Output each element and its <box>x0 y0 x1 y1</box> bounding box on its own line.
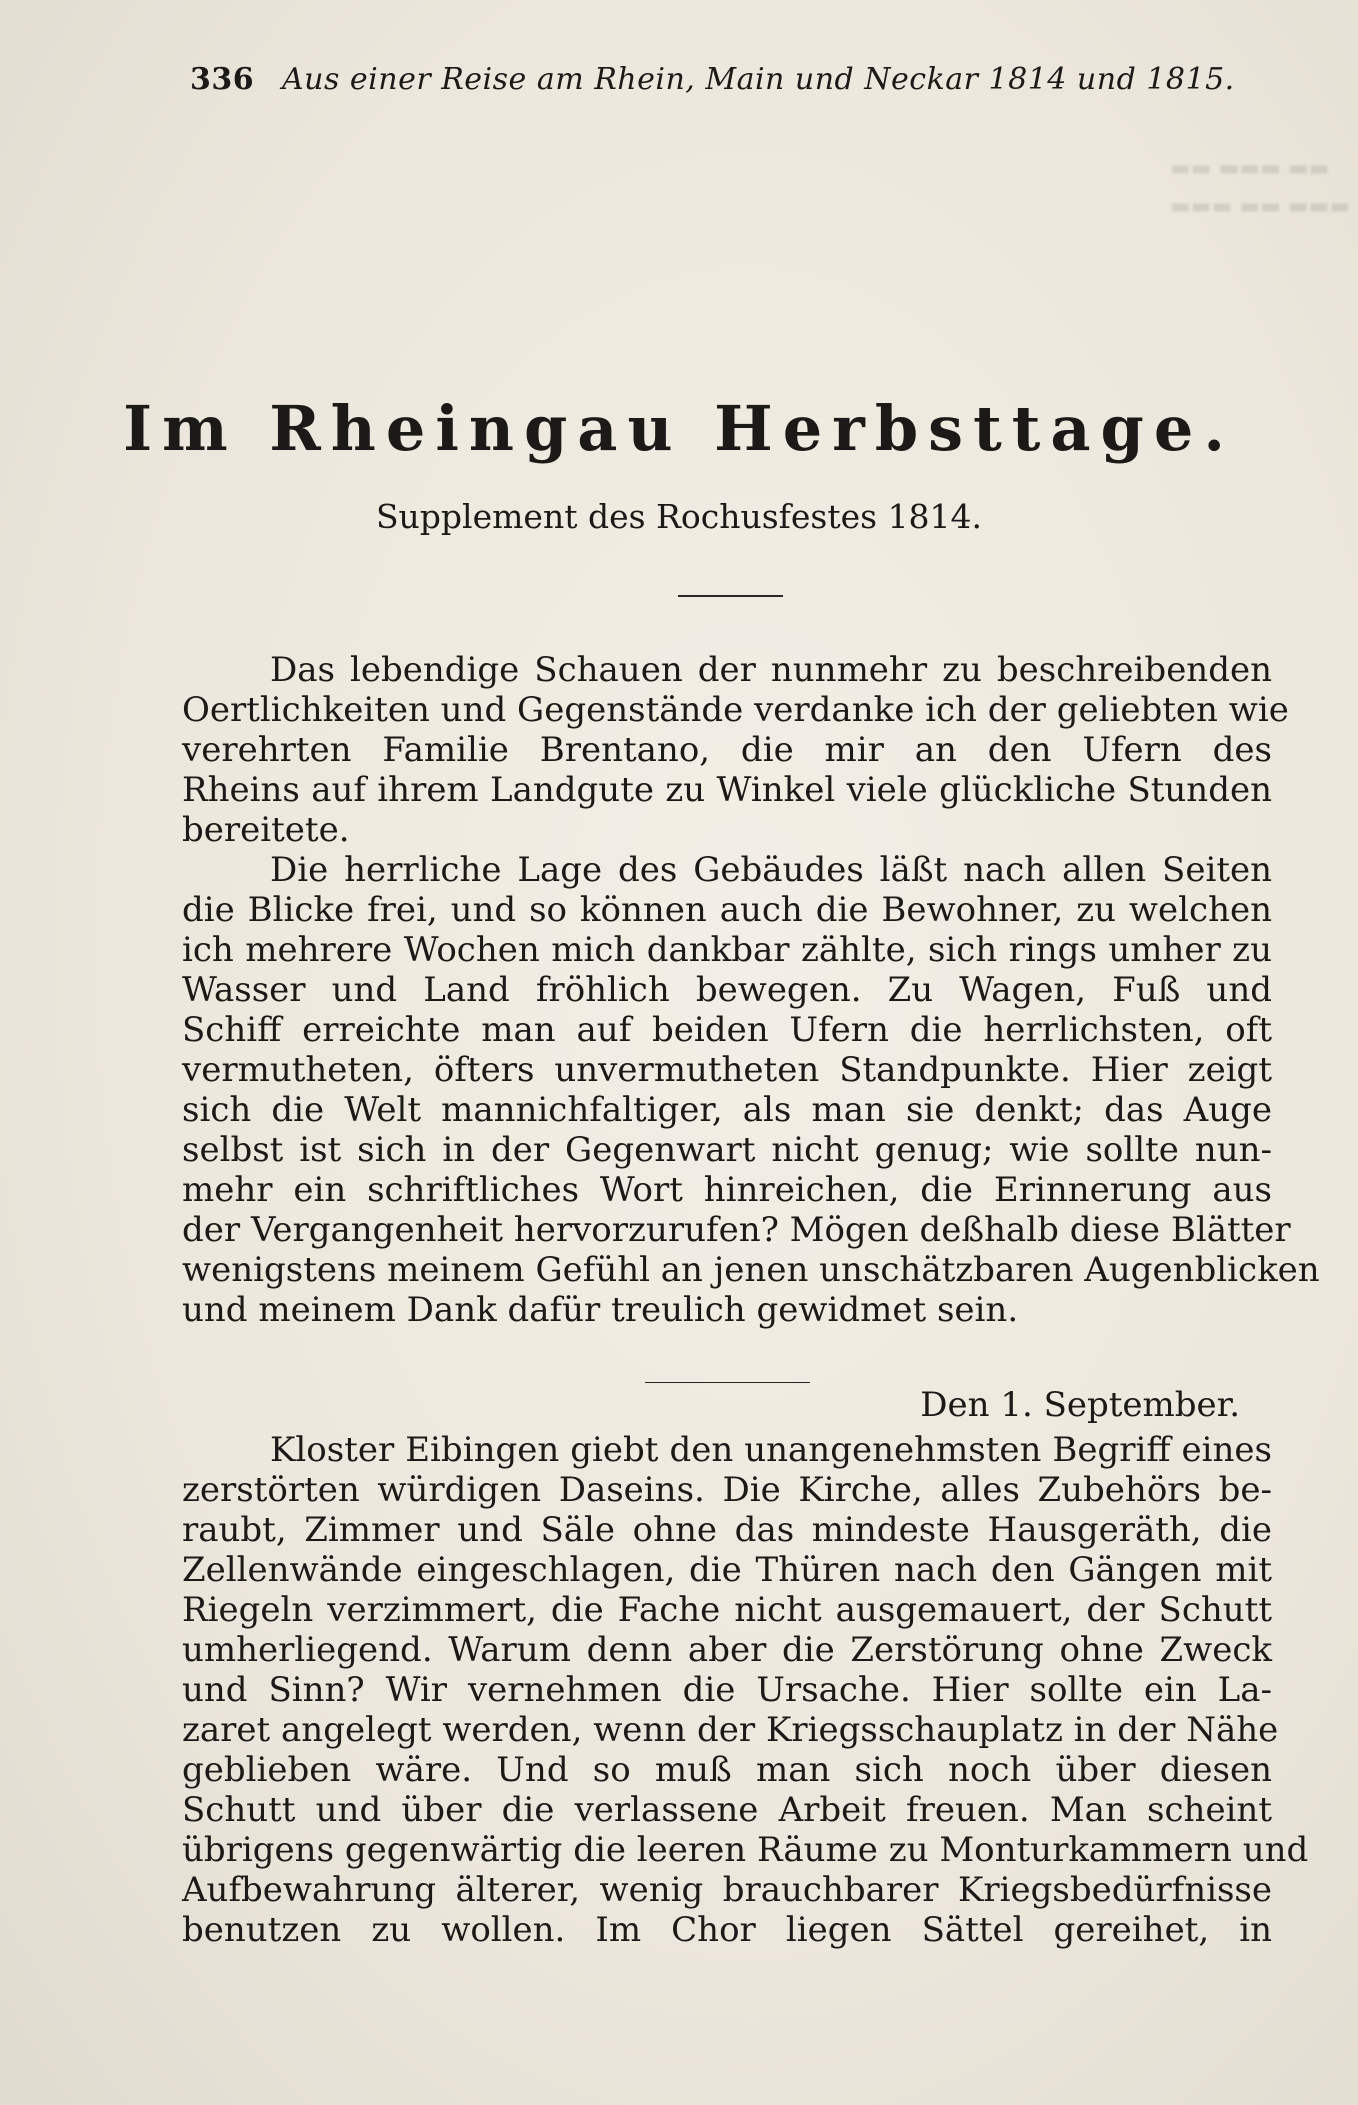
text-line: Schutt und über die verlassene Arbeit freuen. Man scheint <box>182 1790 1272 1830</box>
chapter-title: Im Rheingau Herbsttage. <box>123 392 1235 465</box>
text-line: übrigens gegenwärtig die leeren Räume zu Monturkammern und <box>182 1830 1309 1870</box>
text-line: Das lebendige Schauen der nunmehr zu beschreibenden <box>270 650 1272 690</box>
text-line: Oertlichkeiten und Gegenstände verdanke ich der geliebten wie <box>182 690 1289 730</box>
text-line: Zellenwände eingeschlagen, die Thüren nach den Gängen mit <box>182 1550 1272 1590</box>
text-line: und meinem Dank dafür treulich gewidmet sein. <box>182 1290 1019 1330</box>
text-line: Schiff erreichte man auf beiden Ufern die herrlichsten, oft <box>182 1010 1272 1050</box>
text-line: zerstörten würdigen Daseins. Die Kirche, alles Zubehörs be- <box>182 1470 1272 1510</box>
text-line: geblieben wäre. Und so muß man sich noch über diesen <box>182 1750 1272 1790</box>
text-line: die Blicke frei, und so können auch die Bewohner, zu welchen <box>182 890 1272 930</box>
text-line: verehrten Familie Brentano, die mir an den Ufern des <box>182 730 1272 770</box>
text-line: mehr ein schriftliches Wort hinreichen, die Erinnerung aus <box>182 1170 1272 1210</box>
text-line: zaret angelegt werden, wenn der Kriegsschauplatz in der Nähe <box>182 1710 1279 1750</box>
text-line: umherliegend. Warum denn aber die Zerstörung ohne Zweck <box>182 1630 1272 1670</box>
text-line: und Sinn? Wir vernehmen die Ursache. Hier sollte ein La- <box>182 1670 1272 1710</box>
text-line: Die herrliche Lage des Gebäudes läßt nach allen Seiten <box>270 850 1272 890</box>
text-line: vermutheten, öfters unvermutheten Standpunkte. Hier zeigt <box>182 1050 1272 1090</box>
text-line: Kloster Eibingen giebt den unangenehmsten Begriff eines <box>270 1430 1272 1470</box>
text-line: bereitete. <box>182 810 350 850</box>
text-line: Riegeln verzimmert, die Fache nicht ausgemauert, der Schutt <box>182 1590 1272 1630</box>
text-line: der Vergangenheit hervorzurufen? Mögen deßhalb diese Blätter <box>182 1210 1291 1250</box>
text-line: wenigstens meinem Gefühl an jenen unschätzbaren Augenblicken <box>182 1250 1320 1290</box>
text-line: Wasser und Land fröhlich bewegen. Zu Wagen, Fuß und <box>182 970 1272 1010</box>
text-line: sich die Welt mannichfaltiger, als man sie denkt; das Auge <box>182 1090 1272 1130</box>
text-line: Aufbewahrung älterer, wenig brauchbarer Kriegsbedürfnisse <box>182 1870 1272 1910</box>
title-divider <box>678 595 783 597</box>
section-divider <box>645 1382 810 1383</box>
page-number: 336 <box>190 62 255 97</box>
text-line: ich mehrere Wochen mich dankbar zählte, sich rings umher zu <box>182 930 1272 970</box>
chapter-subtitle: Supplement des Rochusfestes 1814. <box>375 497 983 536</box>
section-date: Den 1. September. <box>920 1385 1240 1425</box>
text-line: selbst ist sich in der Gegenwart nicht genug; wie sollte nun- <box>182 1130 1272 1170</box>
show-through-text: ▬▬ ▬▬▬ ▬▬ ▬▬▬ ▬▬ ▬▬▬ <box>1170 156 1351 219</box>
text-line: Rheins auf ihrem Landgute zu Winkel viele glückliche Stunden <box>182 770 1272 810</box>
running-title: Aus einer Reise am Rhein, Main und Neckar 1814 und 1815. <box>282 62 1235 97</box>
running-header <box>190 62 1235 97</box>
text-line: raubt, Zimmer und Säle ohne das mindeste Hausgeräth, die <box>182 1510 1272 1550</box>
text-line: benutzen zu wollen. Im Chor liegen Sättel gereihet, in <box>182 1910 1272 1950</box>
